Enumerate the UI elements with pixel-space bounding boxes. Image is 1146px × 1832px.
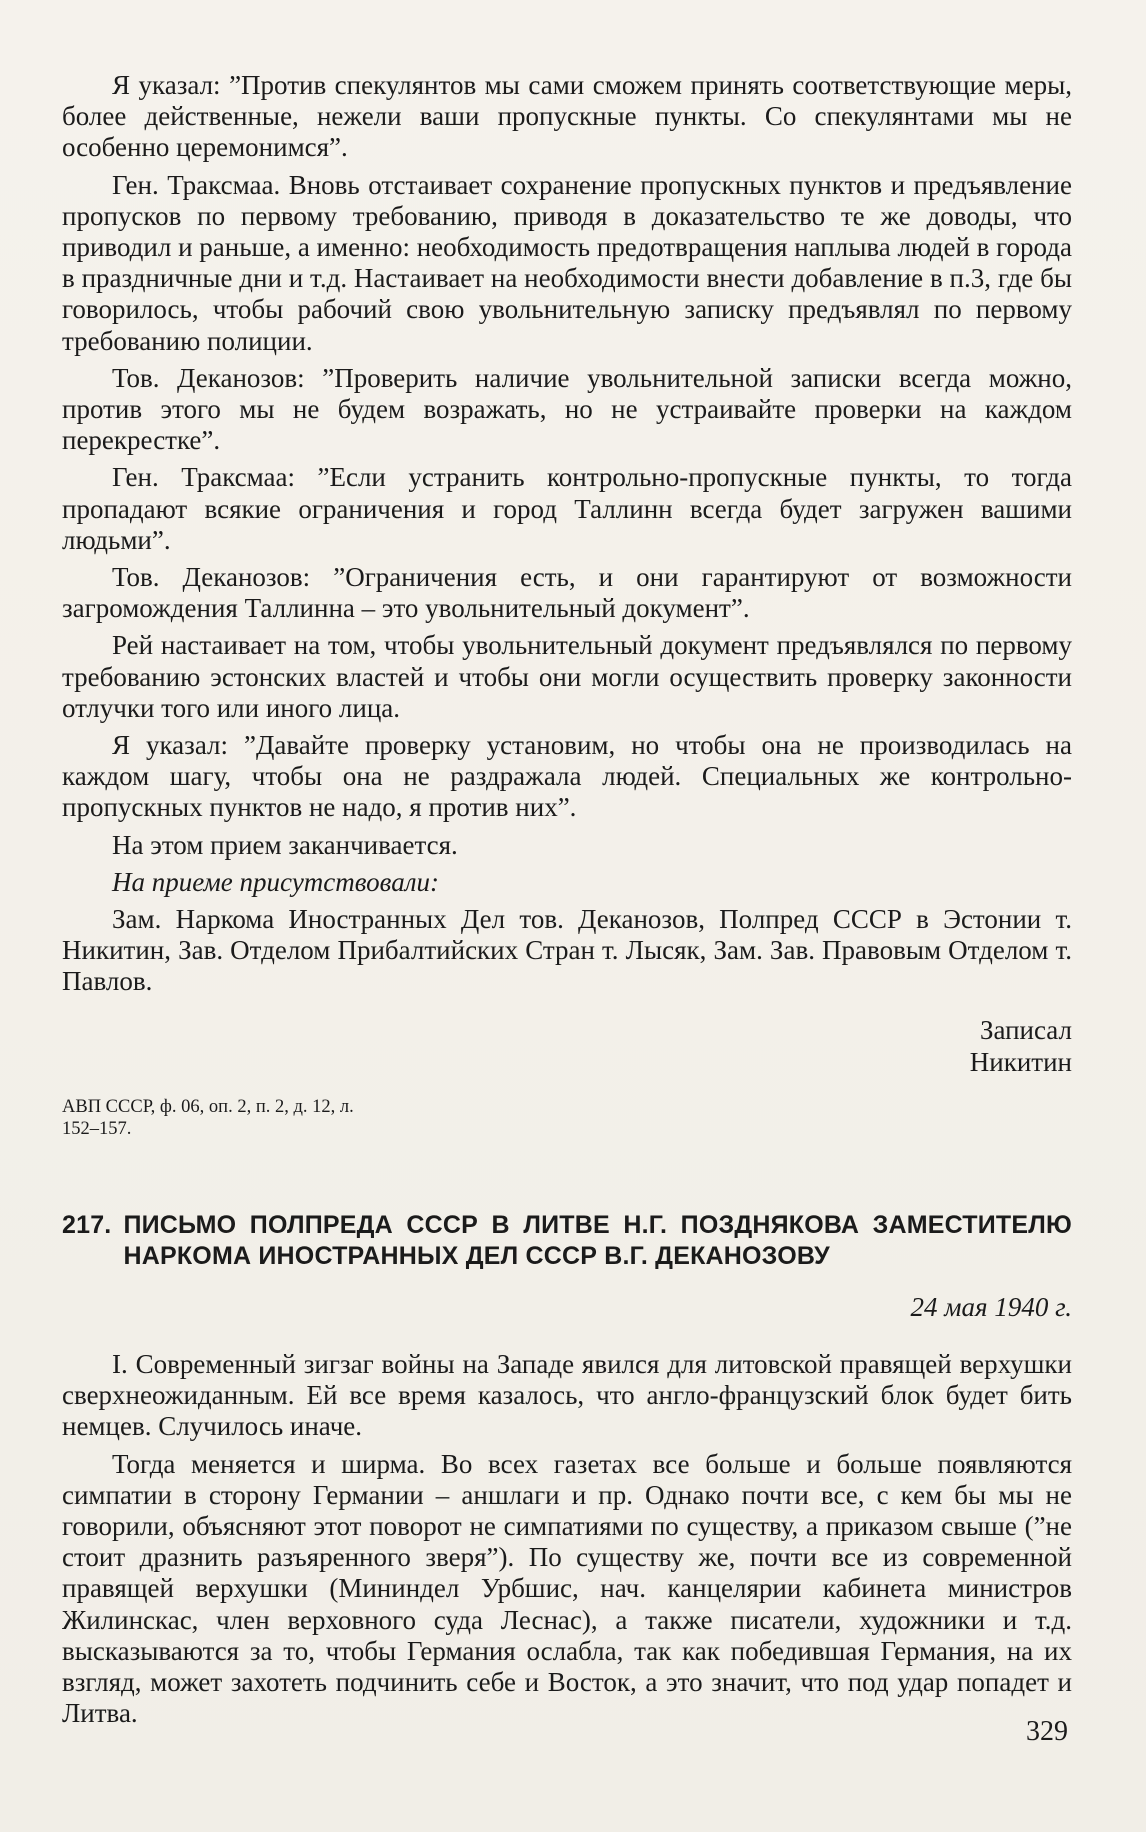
- page-number: 329: [1026, 1716, 1068, 1747]
- signature-block: [62, 1014, 1072, 1078]
- paragraph-6: Рей настаивает на том, чтобы увольнительный документ предъявлялся по первому требованию эстонских властей и чтобы они могли осуществить проверку законности отлучки того или иного лица.: [62, 630, 1072, 723]
- text-column: [62, 70, 1072, 1735]
- attendees-list: Зам. Наркома Иностранных Дел тов. Деканозов, Полпред СССР в Эстонии т. Никитин, Зав. Отделом Прибалтийских Стран т. Лысяк, Зам. Зав. Правовым Отделом т. Павлов.: [62, 904, 1072, 997]
- document-date: 24 мая 1940 г.: [910, 1291, 1072, 1322]
- archive-source: АВП СССР, ф. 06, оп. 2, п. 2, д. 12, л. 152–157.: [62, 1096, 354, 1139]
- paragraph-5: Тов. Деканозов: ”Ограничения есть, и они гарантируют от возможности загромождения Таллинна – это увольнительный документ”.: [62, 562, 1072, 624]
- attendees-label: На приеме присутствовали:: [112, 866, 439, 897]
- paragraph-4: Ген. Траксмаа: ”Если устранить контрольно-пропускные пункты, то тогда пропадают всякие ограничения и город Таллинн всегда будет загружен вашими людьми”.: [62, 462, 1072, 555]
- paragraph-7: Я указал: ”Давайте проверку установим, но чтобы она не производилась на каждом шагу, чтобы она не раздражала людей. Специальных же контрольно-пропускных пунктов не надо, я против них”.: [62, 730, 1072, 823]
- closing-line: На этом прием заканчивается.: [112, 829, 458, 860]
- paragraph-3: Тов. Деканозов: ”Проверить наличие увольнительной записки всегда можно, против этого мы не будем возражать, но не устраивайте проверки на каждом перекрестке”.: [62, 362, 1072, 456]
- document-heading: [62, 1210, 1072, 1272]
- paragraph-1: Я указал: ”Против спекулянтов мы сами сможем принять соответствующие меры, более действенные, нежели ваши пропускные пункты. Со спекулянтами мы не особенно церемонимся”.: [62, 70, 1072, 163]
- paragraph-2: Ген. Траксмаа. Вновь отстаивает сохранение пропускных пунктов и предъявление пропусков по первому требованию, приводя в доказательство те же доводы, что приводил и раньше, а именно: необходимость предотвращения наплыва людей в города в праздничные дни и т.д. Настаивает на необходимости внести добавление в п.3, где бы говорилось, чтобы рабочий свою увольнительную записку предъявлял по первому требованию полиции.: [62, 169, 1072, 356]
- document-number: 217.: [62, 1210, 112, 1239]
- signature-name: Никитин: [969, 1046, 1072, 1077]
- letter-paragraph-1: I. Современный зигзаг войны на Западе явился для литовской правящей верхушки сверхнеожиданным. Ей все время казалось, что англо-французский блок будет бить немцев. Случилось иначе.: [62, 1348, 1072, 1442]
- signature-label: Записал: [979, 1014, 1072, 1045]
- document-title: ПИСЬМО ПОЛПРЕДА СССР В ЛИТВЕ Н.Г. ПОЗДНЯКОВА ЗАМЕСТИТЕЛЮ НАРКОМА ИНОСТРАННЫХ ДЕЛ СССР В.Г. ДЕКАНОЗОВУ: [123, 1210, 1072, 1270]
- letter-paragraph-2: Тогда меняется и ширма. Во всех газетах все больше и больше появляются симпатии в сторону Германии – аншлаги и пр. Однако почти все, с кем бы мы не говорили, объясняют этот поворот не симпатиями по существу, а приказом свыше (”не стоит дразнить разъяренного зверя”). По существу же, почти все из современной правящей верхушки (Мининдел Урбшис, нач. канцелярии кабинета министров Жилинскас, член верховного суда Леснас), а также писатели, художники и т.д. высказываются за то, чтобы Германия ослабла, так как победившая Германия, на их взгляд, может захотеть подчинить себе и Восток, а это значит, что под удар попадет и Литва.: [62, 1448, 1072, 1729]
